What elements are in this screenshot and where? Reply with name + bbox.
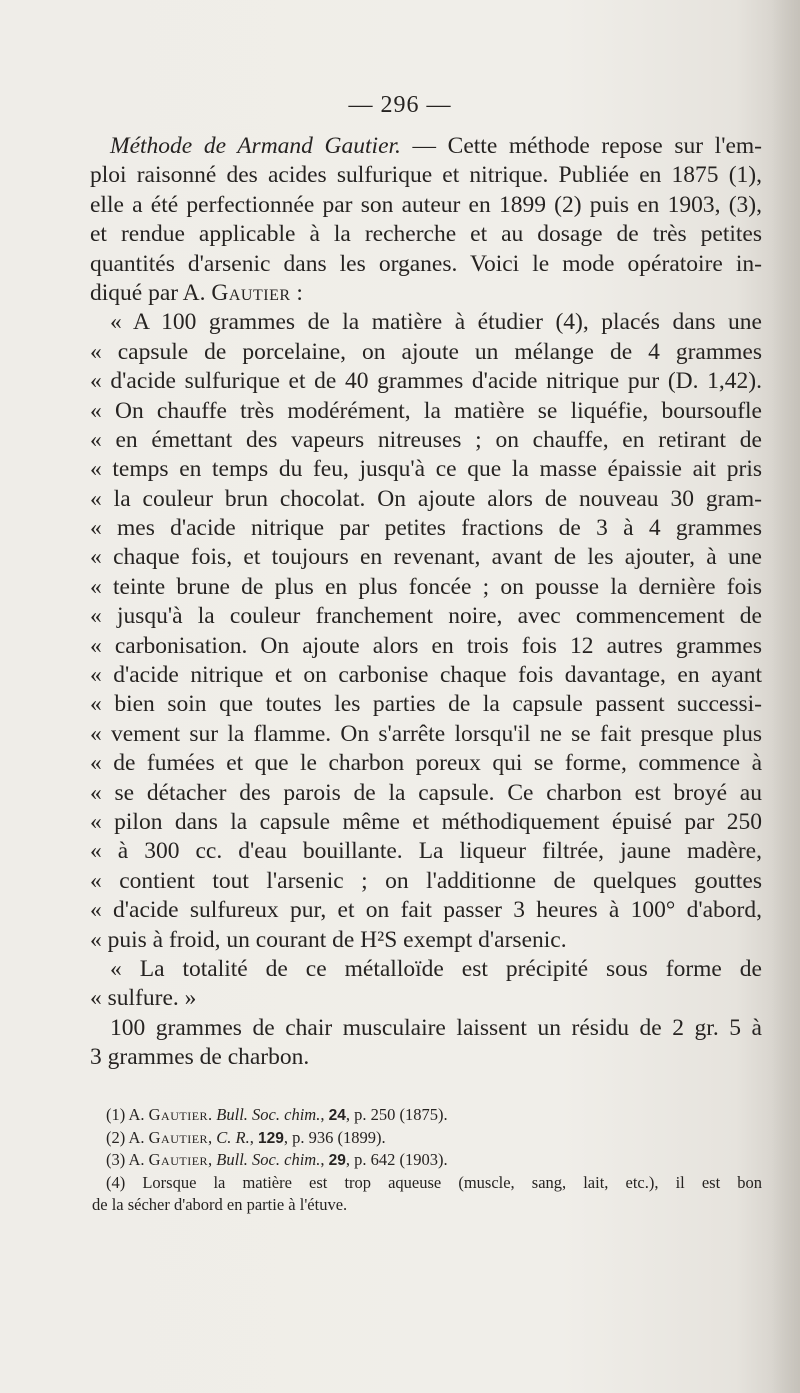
heading-rest: — Cette méthode repose sur l'em- [400,133,762,159]
footnote-number: (3) A. [106,1150,149,1169]
quote-line: « capsule de porcelaine, on ajoute un mélange de 4 grammes [90,338,762,365]
footnote-author: Gautier [148,1105,209,1124]
quote-line: « bien soin que toutes les parties de la capsule passent successi- [90,691,762,718]
quote-line: « La totalité de ce métalloïde est précipité sous forme de [110,955,762,982]
footnote-4: (4) Lorsque la matière est trop aqueuse (muscle, sang, lait, etc.), il est bon [106,1172,762,1192]
footnote-number: (1) A. [106,1105,149,1124]
quote-line: « se détacher des parois de la capsule. Ce charbon est broyé au [90,779,762,806]
footnote-3 [92,1149,762,1172]
quote-line: « mes d'acide nitrique par petites fractions de 3 à 4 grammes [90,515,762,542]
quote-line: « contient tout l'arsenic ; on l'additionne de quelques gouttes [90,867,762,894]
quote-line: « teinte brune de plus en plus foncée ; on pousse la dernière fois [90,573,762,600]
footnote-number: (2) A. [106,1127,149,1147]
page-number: — 296 — [348,92,452,118]
quote-line: « temps en temps du feu, jusqu'à ce que la masse épaissie ait pris [90,456,762,483]
footnote-journal: Bull. Soc. chim. [216,1150,321,1169]
quote-line: « en émettant des vapeurs nitreuses ; on chauffe, en retirant de [90,426,762,453]
footnote-sep: , [320,1150,329,1169]
footnote-volume: 29 [328,1152,346,1169]
quote-line: « On chauffe très modérément, la matière se liquéfie, boursoufle [90,397,762,424]
quote-line: « carbonisation. On ajoute alors en trois fois 12 autres grammes [90,632,762,659]
body-line-heading [90,132,762,161]
footnote-sep: . [208,1105,217,1124]
footnote-sep: , [320,1105,329,1124]
footnote-volume: 129 [258,1129,284,1147]
footnote-journal: C. R. [216,1127,250,1147]
quote-line: « A 100 grammes de la matière à étudier (4), placés dans une [110,309,762,336]
quote-line: « d'acide sulfureux pur, et on fait passer 3 heures à 100° d'abord, [90,897,762,924]
footnote-sep: , [249,1127,259,1147]
body-line: elle a été perfectionnée par son auteur en 1899 (2) puis en 1903, (3), [90,191,762,218]
footnote-rest: , p. 642 (1903). [345,1150,448,1169]
footnote-sep: , [208,1150,217,1169]
quote-line: « d'acide nitrique et on carbonise chaque fois davantage, en ayant [90,662,762,689]
body-line: ploi raisonné des acides sulfurique et nitrique. Publiée en 1875 (1), [90,162,762,189]
body-text [90,132,762,1073]
body-line: 100 grammes de chair musculaire laissent un résidu de 2 gr. 5 à [110,1014,762,1041]
footnote-author: Gautier [148,1150,209,1169]
footnotes [92,1104,762,1217]
quote-line: « jusqu'à la couleur franchement noire, avec commencement de [90,603,762,630]
quote-line: « la couleur brun chocolat. On ajoute alors de nouveau 30 gram- [90,485,762,512]
footnote-journal: Bull. Soc. chim. [216,1105,321,1124]
method-heading: Méthode de Armand Gautier. [110,133,401,159]
footnote-volume: 24 [328,1107,346,1124]
footnote-sep: , [208,1127,217,1147]
quote-line: « vement sur la flamme. On s'arrête lorsqu'il ne se fait presque plus [90,720,762,747]
footnote-rest: , p. 250 (1875). [345,1105,448,1124]
footnote-4-continued: de la sécher d'abord en partie à l'étuve. [92,1195,348,1214]
body-line: 3 grammes de charbon. [90,1044,310,1071]
author-name: Gautier [211,279,291,306]
author-prefix: diqué par A. [90,279,212,306]
footnote-rest: , p. 936 (1899). [283,1127,386,1147]
quote-line: « puis à froid, un courant de H²S exempt d'arsenic. [90,926,567,953]
quote-line: « chaque fois, et toujours en revenant, avant de les ajouter, à une [90,544,762,571]
quote-line: « sulfure. » [90,985,197,1012]
author-suffix: : [290,279,303,306]
body-line: quantités d'arsenic dans les organes. Voici le mode opératoire in- [90,250,762,277]
footnote-1 [92,1104,762,1127]
page-edge-shadow [772,0,800,1393]
quote-line: « de fumées et que le charbon poreux qui se forme, commence à [90,750,762,777]
quote-line: « pilon dans la capsule même et méthodiquement épuisé par 250 [90,808,762,835]
footnote-author: Gautier [148,1127,209,1147]
body-line: et rendue applicable à la recherche et au dosage de très petites [90,221,762,248]
body-line-author [90,279,762,308]
quote-line: « à 300 cc. d'eau bouillante. La liqueur filtrée, jaune madère, [90,838,762,865]
footnote-2 [92,1127,762,1150]
quote-line: « d'acide sulfurique et de 40 grammes d'acide nitrique pur (D. 1,42). [90,368,762,395]
